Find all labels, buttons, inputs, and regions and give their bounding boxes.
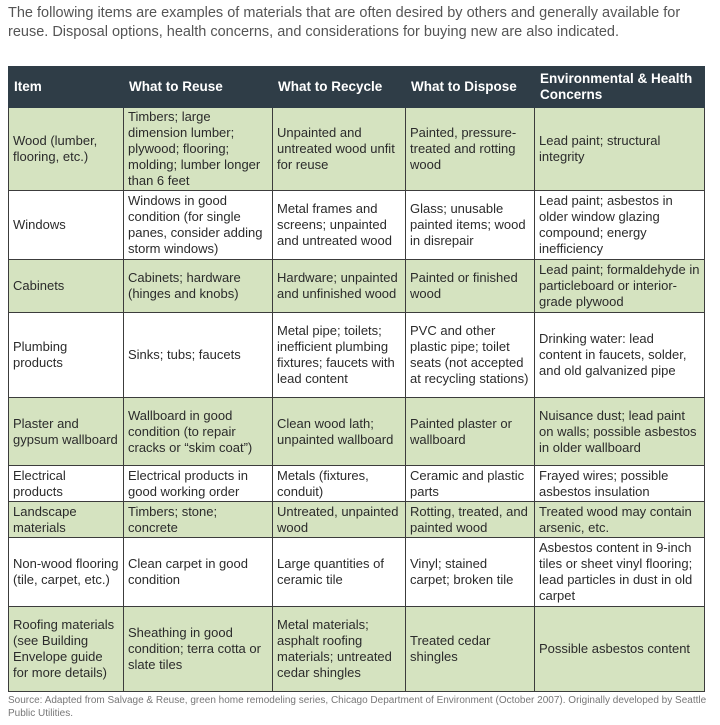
cell-reuse: Sinks; tubs; faucets (124, 313, 273, 398)
cell-reuse: Clean carpet in good condition (124, 538, 273, 607)
cell-recycle: Untreated, unpainted wood (273, 502, 406, 538)
table-row (9, 502, 705, 538)
cell-recycle: Metals (fixtures, conduit) (273, 466, 406, 502)
cell-dispose: Painted or finished wood (406, 260, 535, 313)
cell-recycle: Unpainted and untreated wood unfit for reuse (273, 108, 406, 191)
cell-recycle: Hardware; unpainted and unfinished wood (273, 260, 406, 313)
cell-reuse: Wallboard in good condition (to repair cracks or “skim coat”) (124, 398, 273, 466)
source-citation: Source: Adapted from Salvage & Reuse, green home remodeling series, Chicago Department of Environment (October 2007). Originally developed by Seattle Public Utilities. (8, 695, 707, 719)
cell-item: Plumbing products (9, 313, 124, 398)
cell-recycle: Large quantities of ceramic tile (273, 538, 406, 607)
cell-reuse: Timbers; large dimension lumber; plywood; flooring; molding; lumber longer than 6 feet (124, 108, 273, 191)
table-header-row (9, 67, 705, 108)
cell-concerns: Treated wood may contain arsenic, etc. (535, 502, 705, 538)
cell-recycle: Metal pipe; toilets; inefficient plumbing fixtures; faucets with lead content (273, 313, 406, 398)
table-row (9, 108, 705, 191)
cell-concerns: Possible asbestos content (535, 607, 705, 692)
cell-recycle: Metal materials; asphalt roofing materials; untreated cedar shingles (273, 607, 406, 692)
cell-reuse: Timbers; stone; concrete (124, 502, 273, 538)
header-what-to-recycle: What to Recycle (273, 67, 406, 108)
table-row (9, 538, 705, 607)
materials-table (8, 66, 705, 692)
cell-reuse: Electrical products in good working order (124, 466, 273, 502)
cell-item: Cabinets (9, 260, 124, 313)
table-row (9, 191, 705, 260)
cell-concerns: Lead paint; formaldehyde in particleboard or interior-grade plywood (535, 260, 705, 313)
cell-reuse: Windows in good condition (for single panes, consider adding storm windows) (124, 191, 273, 260)
cell-item: Electrical products (9, 466, 124, 502)
cell-item: Non-wood flooring (tile, carpet, etc.) (9, 538, 124, 607)
cell-dispose: Vinyl; stained carpet; broken tile (406, 538, 535, 607)
cell-concerns: Lead paint; asbestos in older window glazing compound; energy inefficiency (535, 191, 705, 260)
cell-dispose: PVC and other plastic pipe; toilet seats (not accepted at recycling stations) (406, 313, 535, 398)
cell-dispose: Painted plaster or wallboard (406, 398, 535, 466)
cell-dispose: Ceramic and plastic parts (406, 466, 535, 502)
intro-text: The following items are examples of materials that are often desired by others and generally available for reuse. Disposal options, health concerns, and considerations for buying new are also indicated. (8, 5, 681, 40)
header-what-to-dispose: What to Dispose (406, 67, 535, 108)
cell-concerns: Lead paint; structural integrity (535, 108, 705, 191)
cell-item: Plaster and gypsum wallboard (9, 398, 124, 466)
cell-item: Landscape materials (9, 502, 124, 538)
cell-reuse: Cabinets; hardware (hinges and knobs) (124, 260, 273, 313)
header-env-health-concerns: Environmental & Health Concerns (535, 67, 705, 108)
cell-dispose: Rotting, treated, and painted wood (406, 502, 535, 538)
table-row (9, 398, 705, 466)
cell-concerns: Frayed wires; possible asbestos insulation (535, 466, 705, 502)
table-row (9, 607, 705, 692)
cell-concerns: Drinking water: lead content in faucets, solder, and old galvanized pipe (535, 313, 705, 398)
cell-dispose: Glass; unusable painted items; wood in disrepair (406, 191, 535, 260)
table-row (9, 313, 705, 398)
cell-item: Windows (9, 191, 124, 260)
cell-reuse: Sheathing in good condition; terra cotta or slate tiles (124, 607, 273, 692)
cell-dispose: Painted, pressure-treated and rotting wood (406, 108, 535, 191)
cell-dispose: Treated cedar shingles (406, 607, 535, 692)
header-item: Item (9, 67, 124, 108)
cell-concerns: Asbestos content in 9-inch tiles or sheet vinyl flooring; lead particles in dust in old carpet (535, 538, 705, 607)
table-row (9, 466, 705, 502)
header-what-to-reuse: What to Reuse (124, 67, 273, 108)
cell-item: Wood (lumber, flooring, etc.) (9, 108, 124, 191)
table-row (9, 260, 705, 313)
cell-concerns: Nuisance dust; lead paint on walls; possible asbestos in older wallboard (535, 398, 705, 466)
cell-item: Roofing materials (see Building Envelope guide for more details) (9, 607, 124, 692)
cell-recycle: Clean wood lath; unpainted wallboard (273, 398, 406, 466)
cell-recycle: Metal frames and screens; unpainted and untreated wood (273, 191, 406, 260)
